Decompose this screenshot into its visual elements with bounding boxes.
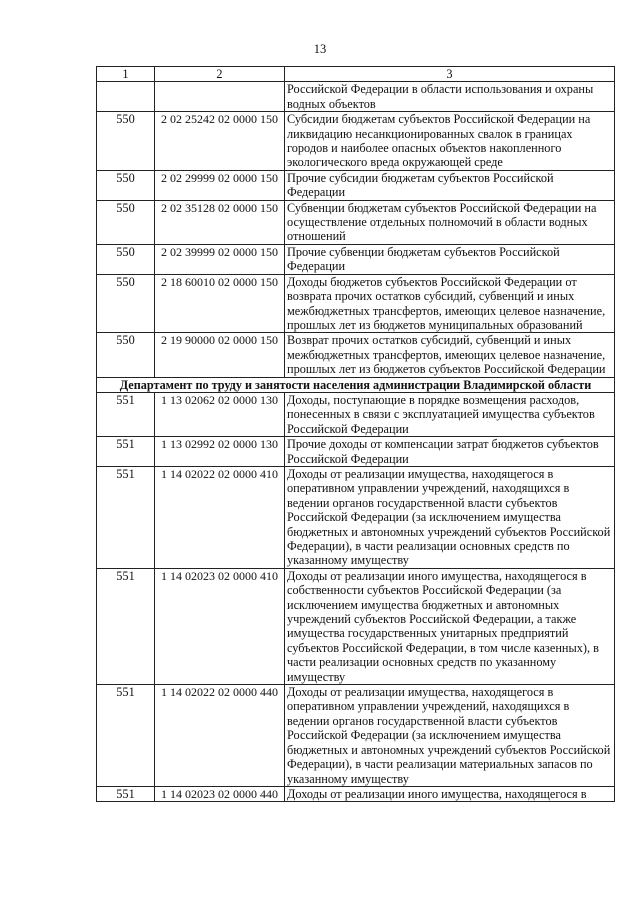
page-number: 13 [313,42,327,56]
revenue-code-cell: 1 13 02992 02 0000 130 [155,437,285,467]
table-row [97,112,615,171]
revenue-description-cell: Доходы, поступающие в порядке возмещения расходов, понесенных в связи с эксплуатацией имущества субъектов Российской Федерации [285,392,615,436]
revenue-description-cell: Доходы от реализации имущества, находящегося в оперативном управлении учреждений, находящихся в ведении органов государственной власти субъектов Российской Федерации (за исключением имущества бюджетных и автономных учреждений субъектов Российской Федерации), в части реализации материальных запасов по указанному имуществу [285,685,615,787]
revenue-description-cell: Субвенции бюджетам субъектов Российской Федерации на осуществление отдельных полномочий в области водных отношений [285,200,615,244]
revenue-description-cell: Субсидии бюджетам субъектов Российской Федерации на ликвидацию несанкционированных свалок в границах городов и наиболее опасных объектов накопленного экологического вреда окружающей среде [285,112,615,171]
admin-code-cell: 551 [97,437,155,467]
admin-code-cell: 550 [97,112,155,171]
section-title: Департамент по труду и занятости населения администрации Владимирской области [97,377,615,392]
revenue-code-cell: 2 19 90000 02 0000 150 [155,333,285,377]
admin-code-cell: 550 [97,244,155,274]
revenue-code-cell: 1 13 02062 02 0000 130 [155,392,285,436]
admin-code-cell: 550 [97,274,155,333]
table-row [97,82,615,112]
revenue-code-cell: 1 14 02022 02 0000 440 [155,685,285,787]
admin-code-cell: 551 [97,466,155,568]
table-header-row [97,67,615,82]
admin-code-cell: 551 [97,392,155,436]
table-row [97,333,615,377]
revenue-description-cell: Прочие субсидии бюджетам субъектов Российской Федерации [285,170,615,200]
revenue-code-cell: 1 14 02022 02 0000 410 [155,466,285,568]
table-row [97,786,615,801]
table-row [97,466,615,568]
table-row [97,392,615,436]
table-row [97,568,615,684]
revenue-code-cell: 2 02 39999 02 0000 150 [155,244,285,274]
revenue-code-cell [155,82,285,112]
admin-code-cell [97,82,155,112]
revenue-codes-table [96,66,615,802]
admin-code-cell: 551 [97,786,155,801]
table-row [97,200,615,244]
revenue-code-cell: 1 14 02023 02 0000 410 [155,568,285,684]
header-col-3: 3 [285,67,615,82]
admin-code-cell: 551 [97,568,155,684]
revenue-description-cell: Возврат прочих остатков субсидий, субвенций и иных межбюджетных трансфертов, имеющих целевое назначение, прошлых лет из бюджетов субъектов Российской Федерации [285,333,615,377]
header-col-2: 2 [155,67,285,82]
revenue-code-cell: 2 02 35128 02 0000 150 [155,200,285,244]
revenue-code-cell: 2 02 25242 02 0000 150 [155,112,285,171]
table-row [97,437,615,467]
table-row [97,274,615,333]
revenue-description-cell: Доходы от реализации имущества, находящегося в оперативном управлении учреждений, находящихся в ведении органов государственной власти субъектов Российской Федерации (за исключением имущества бюджетных и автономных учреждений субъектов Российской Федерации), в части реализации основных средств по указанному имуществу [285,466,615,568]
table-row [97,244,615,274]
revenue-code-cell: 2 02 29999 02 0000 150 [155,170,285,200]
table-row [97,685,615,787]
revenue-description-cell: Доходы от реализации иного имущества, находящегося в собственности субъектов Российской Федерации (за исключением имущества бюджетных и автономных учреждений субъектов Российской Федерации, а также имущества государственных унитарных предприятий субъектов Российской Федерации, в том числе казенных), в части реализации основных средств по указанному имуществу [285,568,615,684]
revenue-description-cell: Прочие субвенции бюджетам субъектов Российской Федерации [285,244,615,274]
table-row [97,170,615,200]
revenue-description-cell: Российской Федерации в области использования и охраны водных объектов [285,82,615,112]
admin-code-cell: 550 [97,200,155,244]
header-col-1: 1 [97,67,155,82]
admin-code-cell: 550 [97,333,155,377]
admin-code-cell: 551 [97,685,155,787]
admin-code-cell: 550 [97,170,155,200]
revenue-code-cell: 1 14 02023 02 0000 440 [155,786,285,801]
revenue-description-cell: Доходы от реализации иного имущества, находящегося в [285,786,615,801]
revenue-description-cell: Прочие доходы от компенсации затрат бюджетов субъектов Российской Федерации [285,437,615,467]
revenue-description-cell: Доходы бюджетов субъектов Российской Федерации от возврата прочих остатков субсидий, субвенций и иных межбюджетных трансфертов, имеющих целевое назначение, прошлых лет из бюджетов муниципальных образований [285,274,615,333]
section-header-row [97,377,615,392]
revenue-code-cell: 2 18 60010 02 0000 150 [155,274,285,333]
